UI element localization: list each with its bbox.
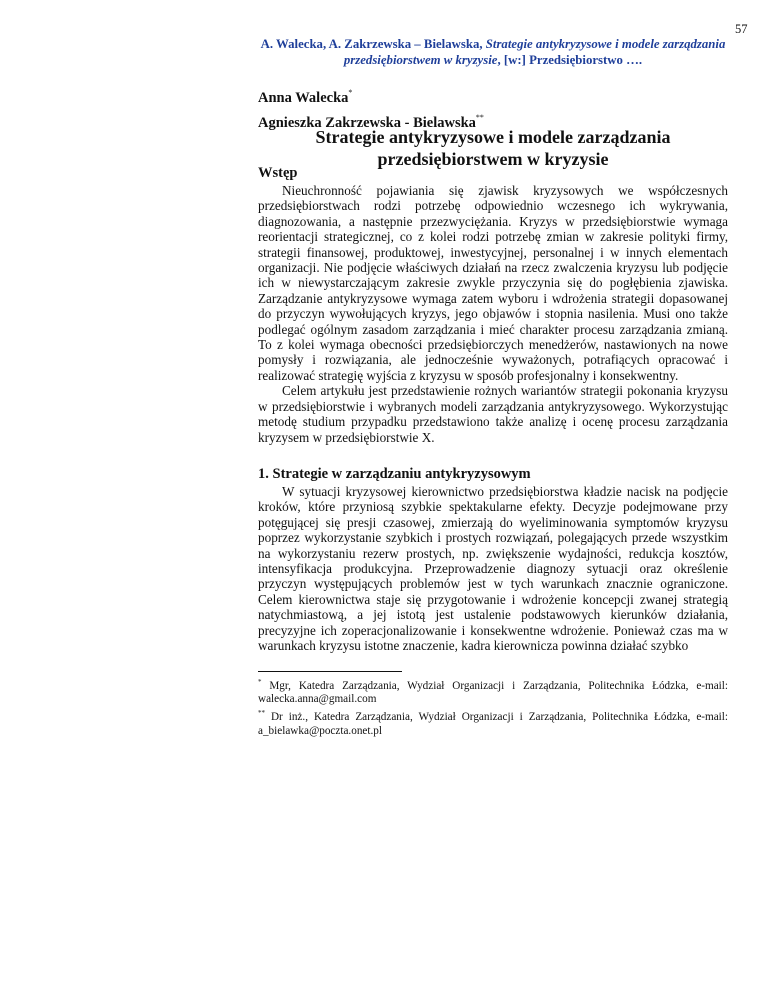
author-2: Agnieszka Zakrzewska - Bielawska**: [258, 113, 484, 131]
page-number: 57: [735, 22, 748, 36]
section-heading-strategies: 1. Strategie w zarządzaniu antykryzysowym: [258, 466, 531, 482]
section-introduction: [258, 183, 728, 445]
paragraph: Celem artykułu jest przedstawienie rożnych wariantów strategii pokonania kryzysu w przedsiębiorstwie i wybranych modeli zarządzania antykryzysowego. Wykorzystując metodę studium przypadku przedstawiono także analizę i ocenę procesu zarządzania kryzysem w przedsiębiorstwie X.: [258, 383, 728, 445]
running-header-suffix: , [w:] Przedsiębiorstwo ….: [497, 53, 643, 67]
running-header-authors: A. Walecka, A. Zakrzewska – Bielawska,: [260, 37, 483, 51]
footnote: ** Dr inż., Katedra Zarządzania, Wydział Organizacji i Zarządzania, Politechnika Łódzka, e-mail: a_bielawka@poczta.onet.pl: [258, 709, 729, 737]
footnote-mark: *: [348, 88, 353, 97]
paragraph: W sytuacji kryzysowej kierownictwo przedsiębiorstwa kładzie nacisk na podjęcie kroków, które przyniosą szybkie spektakularne efekty. Decyzje podejmowane przy potęgującej się presji czasowej, zmierzają do wyeliminowania symptomów kryzysu poprzez wykorzystanie szybkich i prostych rozwiązań, polegających przede wszystkim na wykorzystaniu rezerw prostych, np. zwiększenie wydajności, redukcja kosztów, intensyfikacja produkcyjna. Przeprowadzenie diagnozy sytuacji oraz określenie przyczyn występujących problemów jest w tych warunkach znacznie ograniczone. Celem kierownictwa staje się przygotowanie i wdrożenie koncepcji zwanej strategią natychmiastową, a jej istotą jest ustalenie podstawowych kierunków działania, precyzyjne ich zoperacjonalizowanie i konsekwentne wdrożenie. Ponieważ czas ma w warunkach kryzysu istotne znaczenie, kadra kierownicza powinna działać szybko: [258, 484, 728, 654]
author-1: Anna Walecka*: [258, 88, 353, 106]
section-strategies: [258, 484, 728, 653]
paragraph: Nieuchronność pojawiania się zjawisk kryzysowych we współczesnych przedsiębiorstwach rodzi potrzebę odpowiednio wczesnego ich wykrywania, diagnozowania, a następnie przezwyciężania. Kryzys w przedsiębiorstwie wymaga reorientacji strategicznej, co z kolei rodzi potrzebę zmian w zakresie polityki firmy, strategii finansowej, produktowej, inwestycyjnej, personalnej i w innych elementach organizacji. Nie podjęcie właściwych działań na rzecz zwalczenia kryzysu lub podjęcie ich w niewystarczającym zakresie zwykle przyczynia się do pogłębienia zjawiska. Zarządzanie antykryzysowe wymaga zatem wyboru i wdrożenia strategii dopasowanej do przyczyn wywołujących kryzys, jego objawów i stopnia nasilenia. Musi ono także podlegać ogólnym zasadom zarządzania i mieć charakter procesu zarządzania zmianą. To z kolei wymaga obecności przedsiębiorczych menedżerów, nastawionych na nowe pomysły i rozwiązania, ale jednocześnie wyważonych, potrafiących opracować i realizować strategię wyjścia z kryzysu w sposób profesjonalny i konsekwentny.: [258, 183, 728, 383]
footnotes: [258, 676, 728, 739]
footnote: * Mgr, Katedra Zarządzania, Wydział Organizacji i Zarządzania, Politechnika Łódzka, e-mail: walecka.anna@gmail.com: [258, 678, 729, 706]
article-title: Strategie antykryzysowe i modele zarządzania przedsiębiorstwem w kryzysie: [315, 127, 671, 169]
footnote-separator: [258, 671, 402, 672]
running-header-title: Strategie antykryzysowe i modele zarządzania przedsiębiorstwem w kryzysie: [343, 37, 726, 67]
section-heading-introduction: Wstęp: [258, 165, 298, 181]
running-header: [258, 36, 728, 68]
footnote-mark: **: [475, 113, 484, 122]
